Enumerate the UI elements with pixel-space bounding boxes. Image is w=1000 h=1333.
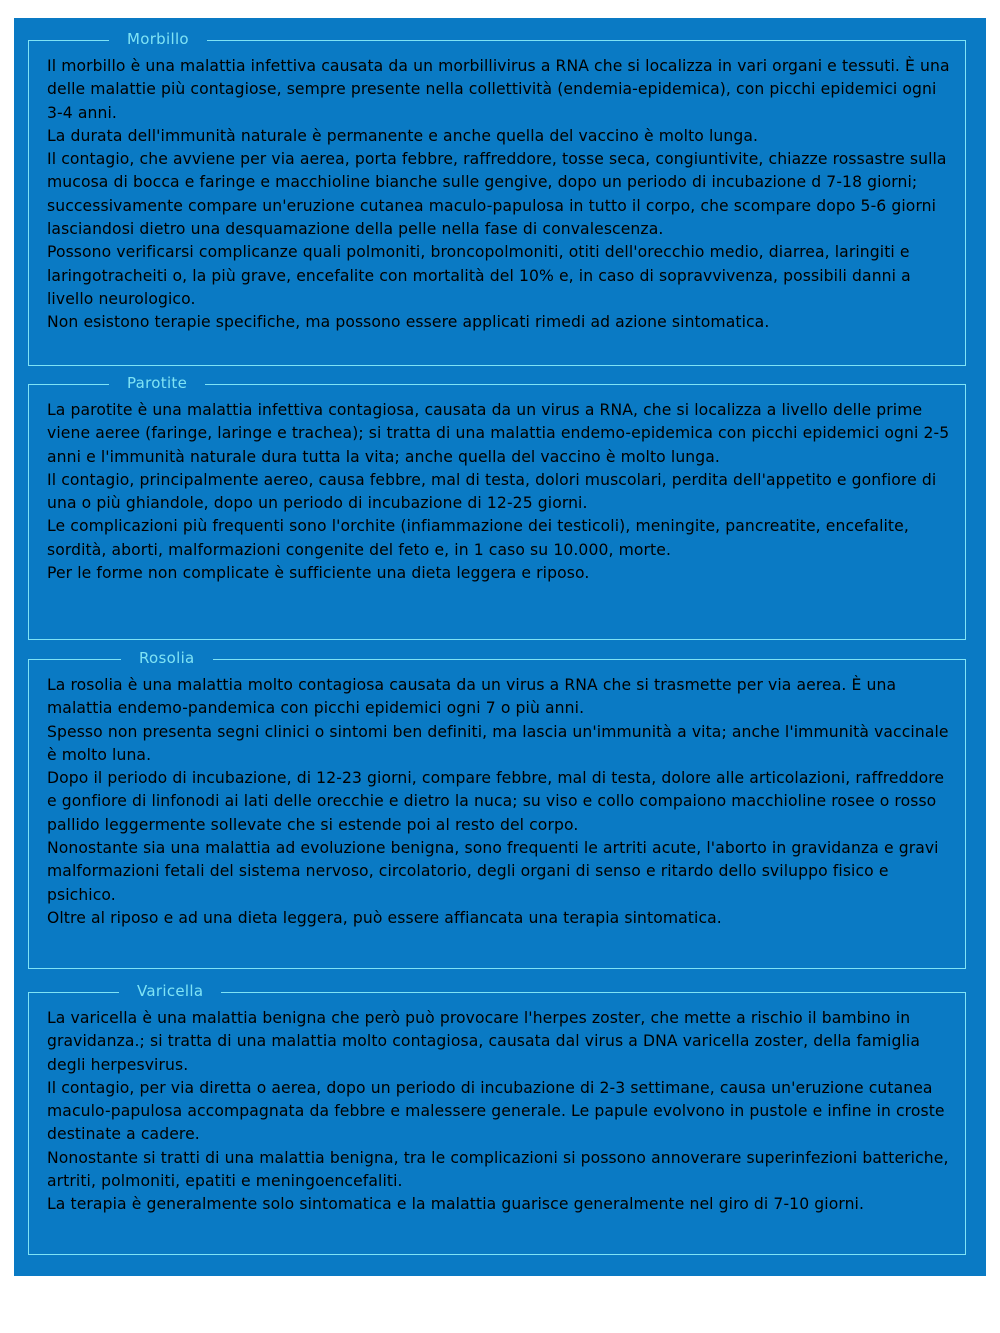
section-parotite [28, 374, 966, 640]
paragraph: Il contagio, per via diretta o aerea, dopo un periodo di incubazione di 2-3 settimane, causa un'eruzione cutanea maculo-papulosa accompagnata da febbre e malessere generale. Le papule evolvono in pustole e infine in croste destinate a cadere. [47, 1078, 945, 1144]
section-body [47, 399, 957, 585]
paragraph: Possono verificarsi complicanze quali polmoniti, broncopolmoniti, otiti dell'orecchio medio, diarrea, laringiti e laringotracheiti o, la più grave, encefalite con mortalità del 10% e, in caso di sopravvivenza, possibili danni a livello neurologico. [47, 243, 911, 308]
section-body [47, 55, 957, 335]
paragraph: Oltre al riposo e ad una dieta leggera, può essere affiancata una terapia sintomatica. [47, 908, 722, 927]
paragraph: Dopo il periodo di incubazione, di 12-23 giorni, compare febbre, mal di testa, dolore alle articolazioni, raffreddore e gonfiore di linfonodi ai lati delle orecchie e dietro la nuca; su viso e collo compaiono macchioline rosee o rosso pallido leggermente sollevate che si estende poi al resto del corpo. [47, 769, 945, 834]
section-title: Varicella [119, 981, 221, 1001]
paragraph: Spesso non presenta segni clinici o sintomi ben definiti, ma lascia un'immunità a vita; anche l'immunità vaccinale è molto luna. [47, 722, 949, 764]
paragraph: Il contagio, che avviene per via aerea, porta febbre, raffreddore, tosse seca, congiuntivite, chiazze rossastre sulla mucosa di bocca e faringe e macchioline bianche sulle gengive, dopo un periodo di incubazione d 7-18 giorni; successivamente compare un'eruzione cutanea maculo-papulosa in tutto il corpo, che scompare dopo 5-6 giorni lasciandosi dietro una desquamazione della pelle nella fase di convalescenza. [47, 150, 947, 239]
paragraph: La parotite è una malattia infettiva contagiosa, causata da un virus a RNA, che si localizza a livello delle prime viene aeree (faringe, laringe e trachea); si tratta di una malattia endemo-epidemica con picchi epidemici ogni 2-5 anni e l'immunità naturale dura tutta la vita; anche quella del vaccino è molto lunga. [47, 401, 950, 466]
paragraph: Il contagio, principalmente aereo, causa febbre, mal di testa, dolori muscolari, perdita dell'appetito e gonfiore di una o più ghiandole, dopo un periodo di incubazione di 12-25 giorni. [47, 470, 937, 513]
paragraph: Non esistono terapie specifiche, ma possono essere applicati rimedi ad azione sintomatica. [47, 313, 770, 332]
paragraph: Nonostante sia una malattia ad evoluzione benigna, sono frequenti le artriti acute, l'aborto in gravidanza e gravi malformazioni fetali del sistema nervoso, circolatorio, degli organi di senso e ritardo dello sviluppo fisico e psichico. [47, 839, 939, 904]
section-rosolia [28, 649, 966, 969]
section-body [47, 1007, 957, 1217]
section-title: Parotite [109, 373, 205, 393]
paragraph: Le complicazioni più frequenti sono l'orchite (infiammazione dei testicoli), meningite, pancreatite, encefalite, sordità, aborti, malformazioni congenite del feto e, in 1 caso su 10.000, morte. [47, 517, 909, 559]
paragraph: La durata dell'immunità naturale è permanente e anche quella del vaccino è molto lunga. [47, 126, 759, 145]
paragraph: Il morbillo è una malattia infettiva causata da un morbillivirus a RNA che si localizza in vari organi e tessuti. È una delle malattie più contagiose, sempre presente nella collettività (endemia-epidemica), con picchi epidemici ogni 3-4 anni. [47, 57, 950, 122]
paragraph: La terapia è generalmente solo sintomatica e la malattia guarisce generalmente nel giro di 7-10 giorni. [47, 1195, 865, 1214]
content-panel [14, 18, 986, 1276]
section-morbillo [28, 30, 966, 366]
section-body [47, 674, 957, 930]
section-varicella [28, 982, 966, 1255]
section-title: Morbillo [109, 29, 207, 49]
paragraph: Per le forme non complicate è sufficiente una dieta leggera e riposo. [47, 564, 590, 583]
paragraph: La varicella è una malattia benigna che però può provocare l'herpes zoster, che mette a rischio il bambino in gravidanza.; si tratta di una malattia molto contagiosa, causata dal virus a DNA varicella zoster, della famiglia degli herpesvirus. [47, 1009, 921, 1074]
paragraph: La rosolia è una malattia molto contagiosa causata da un virus a RNA che si trasmette per via aerea. È una malattia endemo-pandemica con picchi epidemici ogni 7 o più anni. [47, 676, 897, 718]
section-title: Rosolia [121, 648, 213, 668]
paragraph: Nonostante si tratti di una malattia benigna, tra le complicazioni si possono annoverare superinfezioni batteriche, artriti, polmoniti, epatiti e meningoencefaliti. [47, 1148, 949, 1191]
